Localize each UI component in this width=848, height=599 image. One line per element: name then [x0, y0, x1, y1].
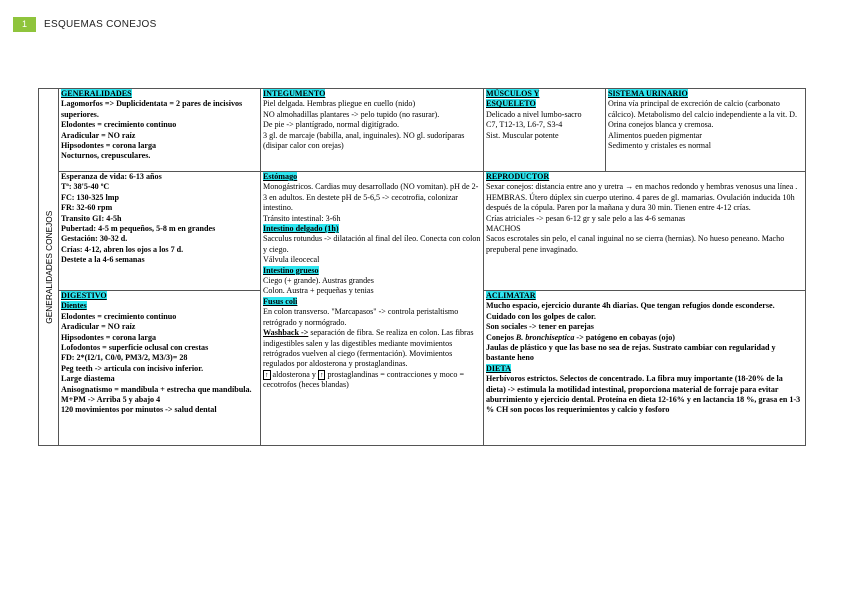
jaulas-line: Jaulas de plástico y que las base no sea de rejas. Sustrato cambiar con regularidad y bastante heno	[486, 343, 776, 363]
musculos-cell	[484, 89, 606, 172]
notes-table	[38, 88, 806, 446]
fusus-line: En colon transverso. "Marcapasos" -> controla peristaltismo retrógrado y normógrado.	[263, 307, 459, 327]
aclimatar-cell	[484, 291, 806, 446]
vida-line: FR: 32-60 rpm	[61, 203, 113, 213]
dientes-line: Anisognatismo = mandíbula + estrecha que mandíbula. M+PM -> Arriba 5 y abajo 4	[61, 384, 252, 405]
digestivo-heading: DIGESTIVO	[61, 291, 107, 300]
generalidades-line: Nocturnos, crepusculares.	[61, 151, 151, 161]
generalidades-cell	[59, 89, 261, 172]
delgado-line: Sacculus rotundus -> dilatación al final del íleo. Conecta con colon y ciego.	[263, 234, 481, 254]
vida-line: Gestación: 30-32 d.	[61, 234, 128, 244]
digestivo-dientes-cell	[59, 291, 261, 446]
estomago-heading: Estómago	[263, 172, 298, 181]
aclimatar-heading: ACLIMATAR	[486, 291, 536, 300]
grueso-line: Colon. Austra + pequeñas y tenias	[263, 286, 374, 296]
fusus-heading: Fusus coli	[263, 296, 298, 306]
dientes-line: 120 movimientos por minutos -> salud dental	[61, 405, 217, 415]
dientes-line: Large diastema	[61, 374, 115, 384]
reproductor-line: HEMBRAS. Útero dúplex sin cuerpo uterino. 4 pares de gl. mamarias. Ovulación inducida 10h después de la cópula. Paren por la mañana y dura 30 min. Tienen entre 4-12 crías.	[486, 192, 795, 213]
reproductor-heading: REPRODUCTOR	[486, 172, 550, 181]
reproductor-cell	[484, 172, 806, 291]
reproductor-line: Sexar conejos: distancia entre ano y uretra → en machos redondo y hembras venosus una línea .	[486, 182, 798, 192]
aclimatar-line: Mucho espacio, ejercicio durante 4h diarias. Que tengan refugios donde esconderse. Cuidado con los golpes de calor.	[486, 301, 775, 321]
musculos-line: C7, T12-13, L6-7, S3-4	[486, 120, 563, 130]
side-label: GENERALIDADES CONEJOS	[43, 210, 54, 324]
generalidades-line: Hipsodontes = corona larga	[61, 141, 157, 151]
reproductor-line: Crías atriciales -> pesan 6-12 gr y sale pelo a las 4-6 semanas	[486, 213, 686, 223]
reproductor-line: MACHOS	[486, 224, 521, 234]
generalidades-heading: GENERALIDADES	[61, 89, 132, 98]
hormone-text-1: aldosterona y	[270, 369, 318, 379]
urinario-line: Orina conejos blanca y cremosa.	[608, 120, 714, 130]
musculos-line: Delicado a nivel lumbo-sacro	[486, 109, 582, 119]
urinario-line: Sedimento y cristales es normal	[608, 141, 711, 151]
musculos-heading-2: ESQUELETO	[486, 99, 536, 109]
conejos-prefix: Conejos	[486, 332, 516, 342]
dientes-heading: Dientes	[61, 301, 87, 311]
page-number: 1	[13, 17, 36, 32]
estomago-line: Tránsito intestinal: 3-6h	[263, 213, 341, 223]
dientes-line: FD: 2*(I2/1, C0/0, PM3/2, M3/3)= 28	[61, 353, 188, 363]
hormone-text-2: prostaglandinas = contracciones y moco = cecotrofos (heces blandas)	[263, 369, 465, 390]
integumento-cell	[261, 89, 484, 172]
side-label-cell	[39, 89, 59, 446]
conejos-line	[486, 333, 803, 343]
urinario-line: Alimentos pueden pigmentar	[608, 130, 702, 140]
vida-line: Crías: 4-12, abren los ojos a los 7 d.	[61, 244, 184, 254]
urinario-heading: SISTEMA URINARIO	[608, 89, 688, 98]
grueso-line: Ciego (+ grande). Austras grandes	[263, 276, 374, 286]
estomago-line: Monogástricos. Cardias muy desarrollado (NO vomitan). pH de 2-3 en adultos. En destete pH de 5-6,5 -> cecotrofia, colonizar intestino.	[263, 182, 479, 213]
integumento-line: De pie -> plantígrado, normal digitígrado.	[263, 120, 400, 130]
washback-paragraph	[263, 328, 481, 370]
reproductor-line: Sacos escrotales sin pelo, el canal inguinal no se cierra (hernias). No hueso peneano. Macho prepuberal pene invaginado.	[486, 234, 785, 254]
generalidades-line: Aradicular = NO raíz	[61, 130, 136, 140]
delgado-line: Válvula ileocecal	[263, 255, 320, 265]
urinario-cell	[606, 89, 806, 172]
vida-line: Tª: 38'5-40 ºC	[61, 182, 110, 192]
hormone-paragraph	[263, 370, 481, 391]
vida-line: Pubertad: 4-5 m pequeños, 5-8 m en grandes	[61, 224, 216, 234]
generalidades-line: Elodontes = crecimiento continuo	[61, 120, 177, 130]
washback-label: Washback ->	[263, 328, 309, 338]
dientes-line: Lofodontos = superficie oclusal con crestas	[61, 343, 209, 353]
vida-line: Destete a la 4-6 semanas	[61, 255, 145, 265]
vida-line: FC: 130-325 lmp	[61, 192, 119, 202]
dientes-line: Elodontes = crecimiento continuo	[61, 311, 177, 321]
dientes-line: Aradicular = NO raíz	[61, 322, 136, 332]
digestivo-anatomia-cell	[261, 172, 484, 446]
urinario-line: Orina vía principal de excreción de calcio (carbonato cálcico). Metabolismo del calcio independiente a la vit. D.	[608, 99, 798, 119]
grueso-heading: Intestino grueso	[263, 265, 319, 275]
arrow-up-icon: ↑	[319, 370, 324, 379]
musculos-line: Sist. Muscular potente	[486, 130, 559, 140]
integumento-line: Piel delgada. Hembras pliegue en cuello (nido)	[263, 99, 416, 109]
vida-line: Transito GI: 4-5h	[61, 213, 122, 223]
generalidades-line: Lagomorfos => Duplicidentata = 2 pares de incisivos superiores.	[61, 99, 243, 119]
integumento-line: NO almohadillas plantares -> pelo tupido (no rasurar).	[263, 109, 440, 119]
vida-cell	[59, 172, 261, 291]
dieta-heading: DIETA	[486, 363, 512, 373]
integumento-line: 3 gl. de marcaje (babilla, anal, inguinales). NO gl. sudoríparas (disipar calor con orejas)	[263, 130, 465, 151]
arrow-up-icon: ↑	[265, 370, 269, 379]
species-name: B. bronchiseptica	[515, 332, 575, 342]
integumento-heading: INTEGUMENTO	[263, 89, 326, 98]
aclimatar-line: Son sociales -> tener en parejas	[486, 322, 594, 332]
vida-line: Esperanza de vida: 6-13 años	[61, 172, 162, 181]
dientes-line: Hipsodontes = corona larga	[61, 332, 157, 342]
washback-text: separación de fibra. Se realiza en colon. Las fibras indigestibles salen y las digestibles mediante movimientos retrógrados vuelven al ciego (fermentación). Movimientos regulados por aldosterona y prostaglandinas.	[263, 328, 474, 369]
conejos-suffix: -> patógeno en cobayas (ojo)	[574, 332, 675, 342]
musculos-heading-1: MÚSCULOS Y	[486, 89, 540, 98]
document-title: ESQUEMAS CONEJOS	[44, 19, 157, 30]
dientes-line: Peg teeth -> articula con incisivo inferior.	[61, 363, 204, 373]
dieta-line: Herbívoros estrictos. Selectos de concentrado. La fibra muy importante (18-20% de la dieta) -> estimula la motilidad intestinal, proporciona material de forraje para evitar aburrimiento y ejercicio dental. Proteína en dieta 12-16% y en lactancia 18 %, grasa en 1-3 % CH son pocos los requerimientos y calcio y fosforo	[486, 374, 801, 415]
delgado-heading: Intestino delgado (1h)	[263, 224, 339, 234]
